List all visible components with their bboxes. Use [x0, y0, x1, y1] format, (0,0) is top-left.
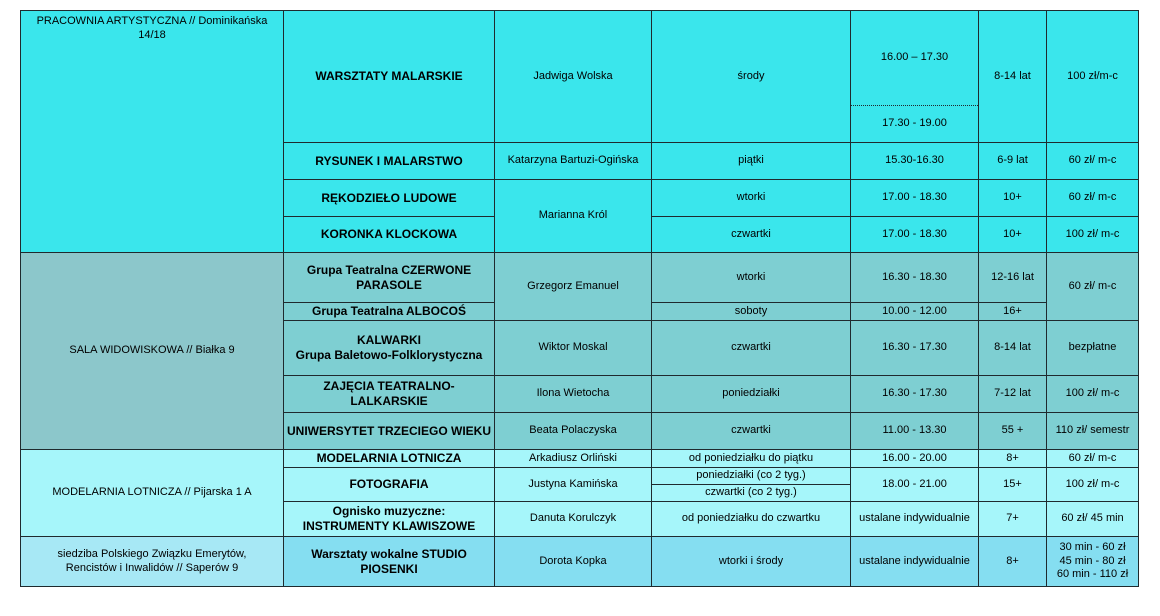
- time-cell: 16.00 - 20.00: [851, 450, 979, 468]
- age-cell: 8-14 lat: [979, 11, 1047, 143]
- time-cell: 18.00 - 21.00: [851, 468, 979, 502]
- price-cell: 100 zł/ m-c: [1047, 468, 1139, 502]
- venue-line: Rencistów i Inwalidów // Saperów 9: [65, 561, 239, 574]
- age-cell: 6-9 lat: [979, 143, 1047, 180]
- time-cell: 17.00 - 18.30: [851, 217, 979, 253]
- days-cell: wtorki i środy: [652, 537, 851, 587]
- age-cell: 12-16 lat: [979, 253, 1047, 303]
- time-cell: 17.00 - 18.30: [851, 180, 979, 217]
- age-cell: 8-14 lat: [979, 321, 1047, 376]
- time-cell: 16.00 – 17.30: [851, 11, 979, 106]
- activity-line: Ognisko muzyczne:: [332, 504, 446, 518]
- venue-cell: PRACOWNIA ARTYSTYCZNA // Dominikańska 14/18: [21, 11, 284, 253]
- instructor-cell: Marianna Król: [495, 180, 652, 253]
- price-cell: 100 zł/m-c: [1047, 11, 1139, 143]
- days-cell: wtorki: [652, 253, 851, 303]
- activity-cell: Grupa Teatralna ALBOCOŚ: [284, 303, 495, 321]
- price-cell: 100 zł/ m-c: [1047, 217, 1139, 253]
- venue-line: siedziba Polskiego Związku Emerytów,: [57, 547, 247, 560]
- days-cell: poniedziałki (co 2 tyg.): [652, 468, 851, 485]
- time-cell: ustalane indywidualnie: [851, 537, 979, 587]
- price-cell: 60 zł/ 45 min: [1047, 502, 1139, 537]
- activity-cell: KORONKA KLOCKOWA: [284, 217, 495, 253]
- days-cell: poniedziałki: [652, 376, 851, 413]
- price-line: 60 min - 110 zł: [1056, 568, 1129, 581]
- age-cell: 7-12 lat: [979, 376, 1047, 413]
- venue-cell: SALA WIDOWISKOWA // Białka 9: [21, 253, 284, 450]
- age-cell: 8+: [979, 537, 1047, 587]
- days-cell: soboty: [652, 303, 851, 321]
- days-cell: wtorki: [652, 180, 851, 217]
- instructor-cell: Justyna Kamińska: [495, 468, 652, 502]
- time-cell: 10.00 - 12.00: [851, 303, 979, 321]
- activity-cell: WARSZTATY MALARSKIE: [284, 11, 495, 143]
- activity-cell: Grupa Teatralna CZERWONE PARASOLE: [284, 253, 495, 303]
- instructor-cell: Danuta Korulczyk: [495, 502, 652, 537]
- table-row: [21, 253, 1139, 303]
- activity-cell: [284, 537, 495, 587]
- instructor-cell: Wiktor Moskal: [495, 321, 652, 376]
- price-cell: [1047, 537, 1139, 587]
- days-cell: piątki: [652, 143, 851, 180]
- table-row: [21, 537, 1139, 587]
- venue-cell: [21, 537, 284, 587]
- table-row: [21, 11, 1139, 106]
- age-cell: 7+: [979, 502, 1047, 537]
- age-cell: 16+: [979, 303, 1047, 321]
- activity-cell: UNIWERSYTET TRZECIEGO WIEKU: [284, 413, 495, 450]
- instructor-cell: Arkadiusz Orliński: [495, 450, 652, 468]
- activity-line: Warsztaty wokalne STUDIO: [311, 546, 467, 561]
- price-cell: 60 zł/ m-c: [1047, 143, 1139, 180]
- days-cell: środy: [652, 11, 851, 143]
- activity-line: PIOSENKI: [360, 561, 418, 576]
- activity-line: INSTRUMENTY KLAWISZOWE: [302, 519, 476, 533]
- price-cell: 60 zł/ m-c: [1047, 180, 1139, 217]
- age-cell: 10+: [979, 217, 1047, 253]
- table-row: [21, 450, 1139, 468]
- instructor-cell: Katarzyna Bartuzi-Ogińska: [495, 143, 652, 180]
- activity-cell: RĘKODZIEŁO LUDOWE: [284, 180, 495, 217]
- age-cell: 8+: [979, 450, 1047, 468]
- age-cell: 10+: [979, 180, 1047, 217]
- price-cell: bezpłatne: [1047, 321, 1139, 376]
- age-cell: 15+: [979, 468, 1047, 502]
- instructor-cell: Ilona Wietocha: [495, 376, 652, 413]
- activity-cell: MODELARNIA LOTNICZA: [284, 450, 495, 468]
- activity-cell: ZAJĘCIA TEATRALNO-LALKARSKIE: [284, 376, 495, 413]
- instructor-cell: Grzegorz Emanuel: [495, 253, 652, 321]
- instructor-cell: Dorota Kopka: [495, 537, 652, 587]
- time-cell: 16.30 - 17.30: [851, 376, 979, 413]
- time-cell: 17.30 - 19.00: [851, 106, 979, 143]
- price-cell: 60 zł/ m-c: [1047, 450, 1139, 468]
- time-cell: 16.30 - 17.30: [851, 321, 979, 376]
- price-cell: 100 zł/ m-c: [1047, 376, 1139, 413]
- days-cell: od poniedziałku do piątku: [652, 450, 851, 468]
- activity-cell: FOTOGRAFIA: [284, 468, 495, 502]
- price-line: 30 min - 60 zł: [1059, 540, 1126, 553]
- days-cell: czwartki: [652, 321, 851, 376]
- days-cell: czwartki: [652, 217, 851, 253]
- age-cell: 55 +: [979, 413, 1047, 450]
- price-cell: 110 zł/ semestr: [1047, 413, 1139, 450]
- time-cell: 16.30 - 18.30: [851, 253, 979, 303]
- time-cell: 15.30-16.30: [851, 143, 979, 180]
- venue-cell: MODELARNIA LOTNICZA // Pijarska 1 A: [21, 450, 284, 537]
- activity-cell: [284, 502, 495, 537]
- price-cell: 60 zł/ m-c: [1047, 253, 1139, 321]
- activity-cell: [284, 321, 495, 376]
- days-cell: czwartki: [652, 413, 851, 450]
- instructor-cell: Beata Polaczyska: [495, 413, 652, 450]
- time-cell: ustalane indywidualnie: [851, 502, 979, 537]
- time-cell: 11.00 - 13.30: [851, 413, 979, 450]
- instructor-cell: Jadwiga Wolska: [495, 11, 652, 143]
- schedule-table: [20, 10, 1139, 587]
- price-line: 45 min - 80 zł: [1059, 554, 1126, 567]
- days-cell: od poniedziałku do czwartku: [652, 502, 851, 537]
- activity-cell: RYSUNEK I MALARSTWO: [284, 143, 495, 180]
- activity-line: KALWARKI: [357, 333, 421, 347]
- days-cell: czwartki (co 2 tyg.): [652, 485, 851, 502]
- activity-line: Grupa Baletowo-Folklorystyczna: [295, 348, 483, 362]
